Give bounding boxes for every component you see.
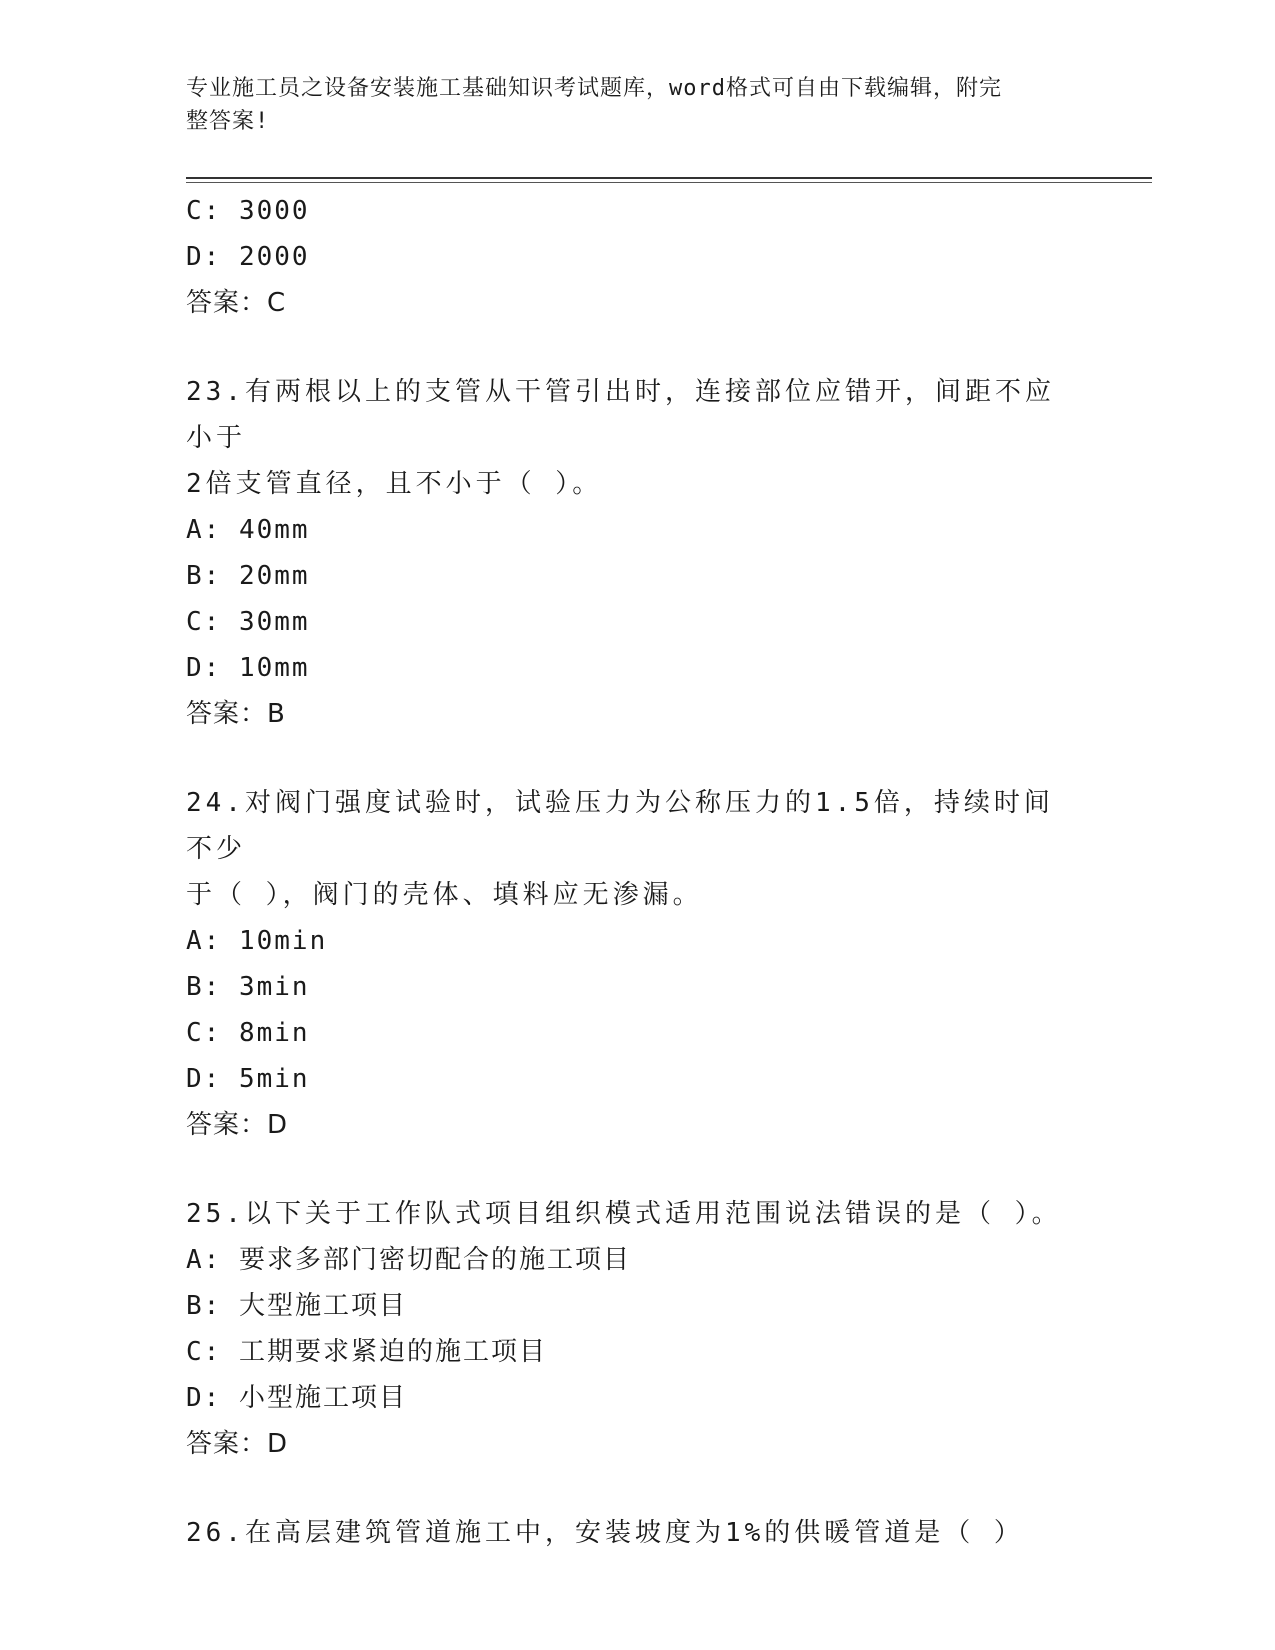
option-b: B: 大型施工项目 [186, 1291, 407, 1321]
header-line-1: 专业施工员之设备安装施工基础知识考试题库，word格式可自由下载编辑，附完 [186, 76, 1002, 101]
answer-line: 答案：C [186, 288, 287, 318]
option-b: B: 3min [186, 972, 310, 1002]
document-header [186, 72, 1066, 138]
option-d: D: 小型施工项目 [186, 1383, 407, 1413]
answer-line: 答案：D [186, 1429, 289, 1459]
question-stem-line: 25.以下关于工作队式项目组织模式适用范围说法错误的是（ ）。 [186, 1199, 1062, 1229]
option-a: A: 10min [186, 926, 328, 956]
question-stem [186, 369, 1076, 507]
option-c: C: 30mm [186, 607, 310, 637]
question-22-tail [186, 188, 1086, 326]
question-stem-line: 23.有两根以上的支管从干管引出时，连接部位应错开，间距不应小于 [186, 377, 1055, 453]
option-d: D: 5min [186, 1064, 310, 1094]
question-23 [186, 369, 1086, 737]
question-list [186, 188, 1086, 1556]
option-b: B: 20mm [186, 561, 310, 591]
answer-line: 答案：B [186, 699, 286, 729]
question-stem-line: 于（ ），阀门的壳体、填料应无渗漏。 [186, 880, 703, 910]
question-stem [186, 1510, 1076, 1556]
question-stem [186, 1191, 1076, 1237]
option-a: A: 要求多部门密切配合的施工项目 [186, 1245, 631, 1275]
option-a: A: 40mm [186, 515, 310, 545]
question-stem-line: 2倍支管直径，且不小于（ ）。 [186, 469, 603, 499]
question-25 [186, 1191, 1086, 1467]
option-d: D: 10mm [186, 653, 310, 683]
header-line-2: 整答案! [186, 109, 270, 134]
option-c: C: 工期要求紧迫的施工项目 [186, 1337, 547, 1367]
question-24 [186, 780, 1086, 1148]
question-stem [186, 780, 1076, 918]
option-d: D: 2000 [186, 242, 310, 272]
header-divider-thin [186, 182, 1152, 183]
option-c: C: 8min [186, 1018, 310, 1048]
question-26 [186, 1510, 1086, 1556]
option-c: C: 3000 [186, 196, 310, 226]
question-stem-line: 26.在高层建筑管道施工中，安装坡度为1%的供暖管道是（ ） [186, 1518, 1024, 1548]
question-stem-line: 24.对阀门强度试验时，试验压力为公称压力的1.5倍，持续时间不少 [186, 788, 1054, 864]
answer-line: 答案：D [186, 1110, 289, 1140]
header-divider-thick [186, 177, 1152, 179]
